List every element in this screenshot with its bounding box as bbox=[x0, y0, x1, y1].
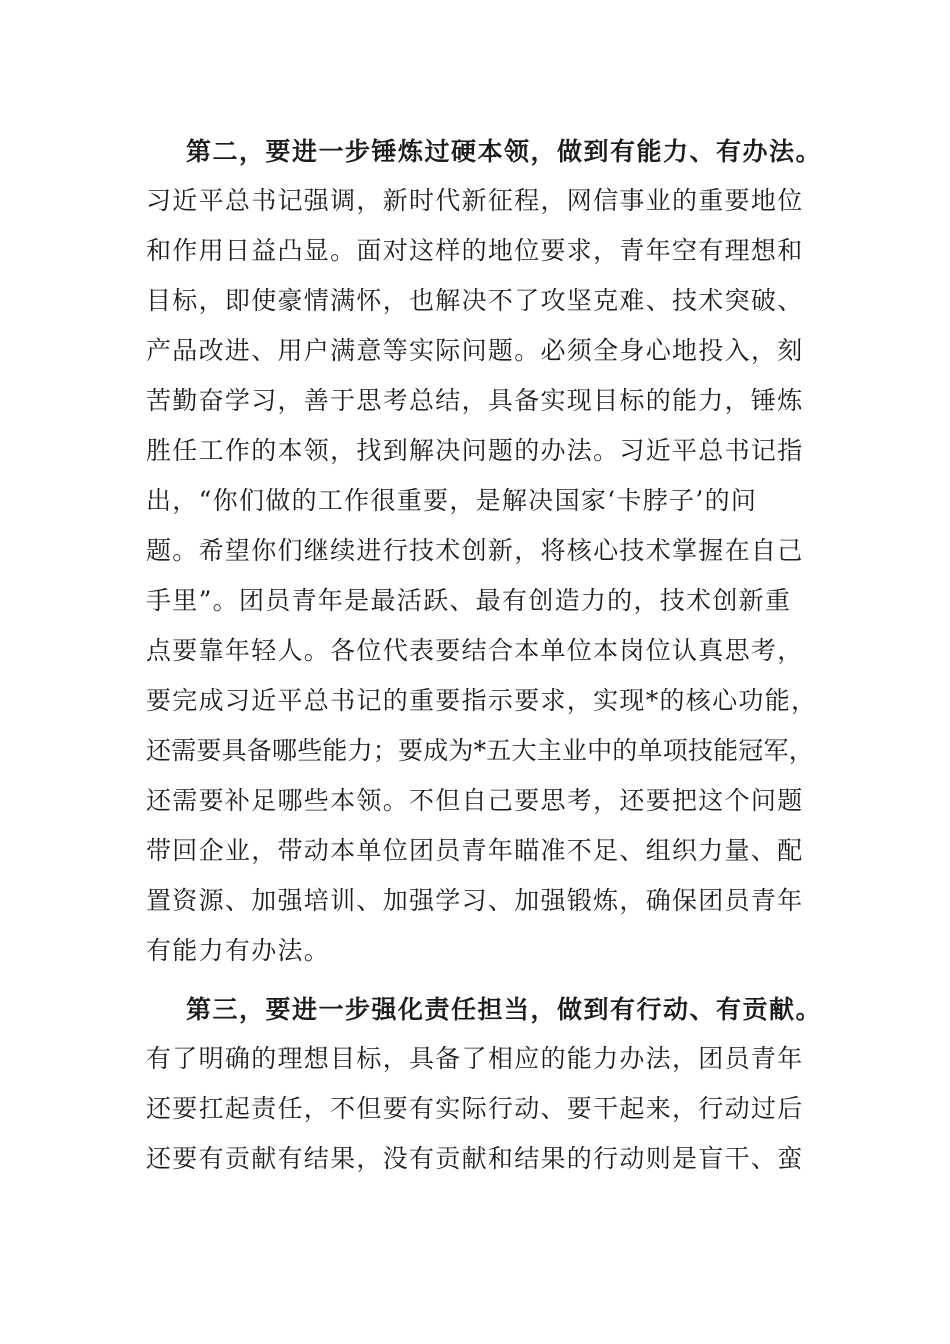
text-line: 有了明确的理想目标，具备了相应的能力办法，团员青年 bbox=[146, 1044, 804, 1073]
text-line: 还需要补足哪些本领。不但自己要思考，还要把这个问题 bbox=[146, 786, 804, 815]
text-line: 还要有贡献有结果，没有贡献和结果的行动则是盲干、蛮 bbox=[146, 1144, 804, 1173]
text-line: 还需要具备哪些能力；要成为*五大主业中的单项技能冠军， bbox=[146, 736, 814, 765]
text-line: 点要靠年轻人。各位代表要结合本单位本岗位认真思考， bbox=[146, 636, 804, 665]
text-line: 苦勤奋学习，善于思考总结，具备实现目标的能力，锤炼 bbox=[146, 386, 804, 415]
text-line: 题。希望你们继续进行技术创新，将核心技术掌握在自己 bbox=[146, 536, 804, 565]
text-line: 有能力有办法。 bbox=[146, 936, 331, 965]
text-line: 还要扛起责任，不但要有实际行动、要干起来，行动过后 bbox=[146, 1094, 804, 1123]
text-line: 置资源、加强培训、加强学习、加强锻炼，确保团员青年 bbox=[146, 886, 804, 915]
text-line: 要完成习近平总书记的重要指示要求，实现*的核心功能， bbox=[146, 686, 818, 715]
text-line: 和作用日益凸显。面对这样的地位要求，青年空有理想和 bbox=[146, 236, 804, 265]
text-line: 胜任工作的本领，找到解决问题的办法。习近平总书记指 bbox=[146, 436, 804, 465]
text-line: 目标，即使豪情满怀，也解决不了攻坚克难、技术突破、 bbox=[146, 286, 804, 315]
text-line: 手里”。团员青年是最活跃、最有创造力的，技术创新重 bbox=[146, 586, 792, 615]
text-line: 产品改进、用户满意等实际问题。必须全身心地投入，刻 bbox=[146, 336, 804, 365]
paragraph-heading: 第三，要进一步强化责任担当，做到有行动、有贡献。 bbox=[186, 995, 823, 1024]
paragraph-heading: 第二，要进一步锤炼过硬本领，做到有能力、有办法。 bbox=[186, 137, 823, 166]
text-line: 习近平总书记强调，新时代新征程，网信事业的重要地位 bbox=[146, 186, 804, 215]
text-line: 带回企业，带动本单位团员青年瞄准不足、组织力量、配 bbox=[146, 836, 804, 865]
text-line: 出，“你们做的工作很重要，是解决国家‘卡脖子’的问 bbox=[146, 486, 758, 515]
